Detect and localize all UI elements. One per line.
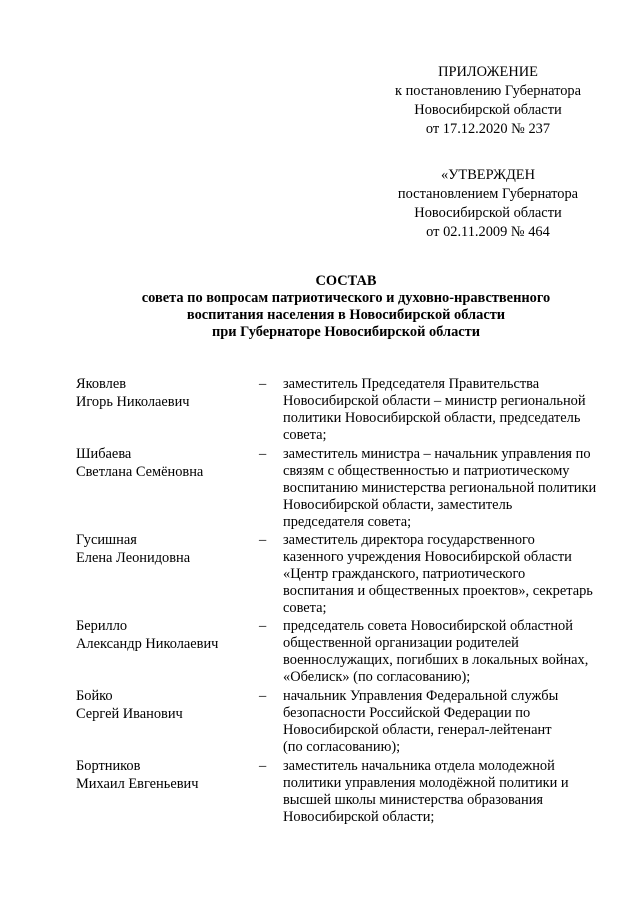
member-name bbox=[76, 687, 251, 723]
member-dash: – bbox=[259, 446, 267, 462]
member-surname: Гусишная bbox=[76, 532, 137, 548]
member-role bbox=[283, 375, 608, 443]
member-role bbox=[283, 445, 608, 530]
approval-date: от 02.11.2009 № 464 bbox=[426, 224, 550, 240]
annex-line: Новосибирской области bbox=[414, 102, 562, 118]
role-line: заместитель начальника отдела молодежной bbox=[283, 758, 555, 774]
role-line: политики Новосибирской области, председатель bbox=[283, 410, 581, 426]
approval-line: постановлением Губернатора bbox=[397, 186, 579, 202]
member-name bbox=[76, 617, 251, 653]
role-line: военнослужащих, погибших в локальных войнах, bbox=[283, 652, 589, 668]
member-dash: – bbox=[259, 532, 267, 548]
annex-date: от 17.12.2020 № 237 bbox=[425, 121, 551, 137]
member-row bbox=[76, 757, 608, 827]
member-surname: Бойко bbox=[76, 688, 113, 704]
role-line: заместитель министра – начальник управления по bbox=[283, 446, 591, 462]
document-heading bbox=[60, 272, 632, 340]
role-line: председатель совета Новосибирской областной bbox=[283, 618, 573, 634]
role-line: заместитель Председателя Правительства bbox=[283, 376, 540, 392]
role-line: «Центр гражданского, патриотического bbox=[283, 566, 526, 582]
role-line: высшей школы министерства образования bbox=[283, 792, 544, 808]
member-given-name: Михаил Евгеньевич bbox=[76, 776, 199, 792]
member-dash: – bbox=[259, 688, 267, 704]
member-dash: – bbox=[259, 618, 267, 634]
approval-block bbox=[360, 166, 616, 242]
member-name bbox=[76, 375, 251, 411]
heading-line: при Губернаторе Новосибирской области bbox=[211, 324, 481, 340]
role-line: политики управления молодёжной политики и bbox=[283, 775, 569, 791]
role-line: председателя совета; bbox=[283, 514, 412, 530]
member-given-name: Сергей Иванович bbox=[76, 706, 183, 722]
role-line: «Обелиск» (по согласованию); bbox=[283, 669, 471, 685]
role-line: Новосибирской области – министр региональной bbox=[283, 393, 586, 409]
annex-title: ПРИЛОЖЕНИЕ bbox=[438, 64, 538, 80]
annex-block bbox=[360, 63, 616, 139]
member-surname: Шибаева bbox=[76, 446, 132, 462]
member-given-name: Александр Николаевич bbox=[76, 636, 219, 652]
role-line: начальник Управления Федеральной службы bbox=[283, 688, 559, 704]
annex-line: к постановлению Губернатора bbox=[395, 83, 581, 99]
member-dash: – bbox=[259, 376, 267, 392]
member-name bbox=[76, 757, 251, 793]
role-line: Новосибирской области, заместитель bbox=[283, 497, 513, 513]
member-given-name: Светлана Семёновна bbox=[76, 464, 204, 480]
role-line: воспитания и общественных проектов», секретарь bbox=[283, 583, 593, 599]
member-row bbox=[76, 617, 608, 687]
approval-title: «УТВЕРЖДЕН bbox=[441, 167, 535, 183]
role-line: (по согласованию); bbox=[283, 739, 401, 755]
member-given-name: Елена Леонидовна bbox=[76, 550, 191, 566]
role-line: связям с общественностью и патриотическому bbox=[283, 463, 570, 479]
role-line: Новосибирской области, генерал-лейтенант bbox=[283, 722, 552, 738]
member-dash: – bbox=[259, 758, 267, 774]
heading-title: СОСТАВ bbox=[315, 273, 377, 289]
role-line: казенного учреждения Новосибирской области bbox=[283, 549, 572, 565]
member-given-name: Игорь Николаевич bbox=[76, 394, 190, 410]
role-line: заместитель директора государственного bbox=[283, 532, 535, 548]
role-line: воспитанию министерства региональной политики bbox=[283, 480, 597, 496]
heading-line: совета по вопросам патриотического и духовно-нравственного bbox=[141, 290, 551, 306]
member-surname: Бортников bbox=[76, 758, 141, 774]
member-name bbox=[76, 445, 251, 481]
member-list bbox=[76, 375, 608, 827]
heading-line: воспитания населения в Новосибирской области bbox=[186, 307, 506, 323]
member-surname: Яковлев bbox=[76, 376, 127, 392]
member-role bbox=[283, 687, 608, 755]
member-name bbox=[76, 531, 251, 567]
approval-line: Новосибирской области bbox=[414, 205, 562, 221]
member-role bbox=[283, 757, 608, 825]
role-line: общественной организации родителей bbox=[283, 635, 519, 651]
member-row bbox=[76, 445, 608, 531]
role-line: совета; bbox=[283, 427, 327, 443]
role-line: безопасности Российской Федерации по bbox=[283, 705, 531, 721]
role-line: Новосибирской области; bbox=[283, 809, 435, 825]
member-role bbox=[283, 617, 608, 685]
member-surname: Берилло bbox=[76, 618, 128, 634]
member-role bbox=[283, 531, 608, 616]
member-row bbox=[76, 531, 608, 617]
role-line: совета; bbox=[283, 600, 327, 616]
member-row bbox=[76, 375, 608, 445]
member-row bbox=[76, 687, 608, 757]
